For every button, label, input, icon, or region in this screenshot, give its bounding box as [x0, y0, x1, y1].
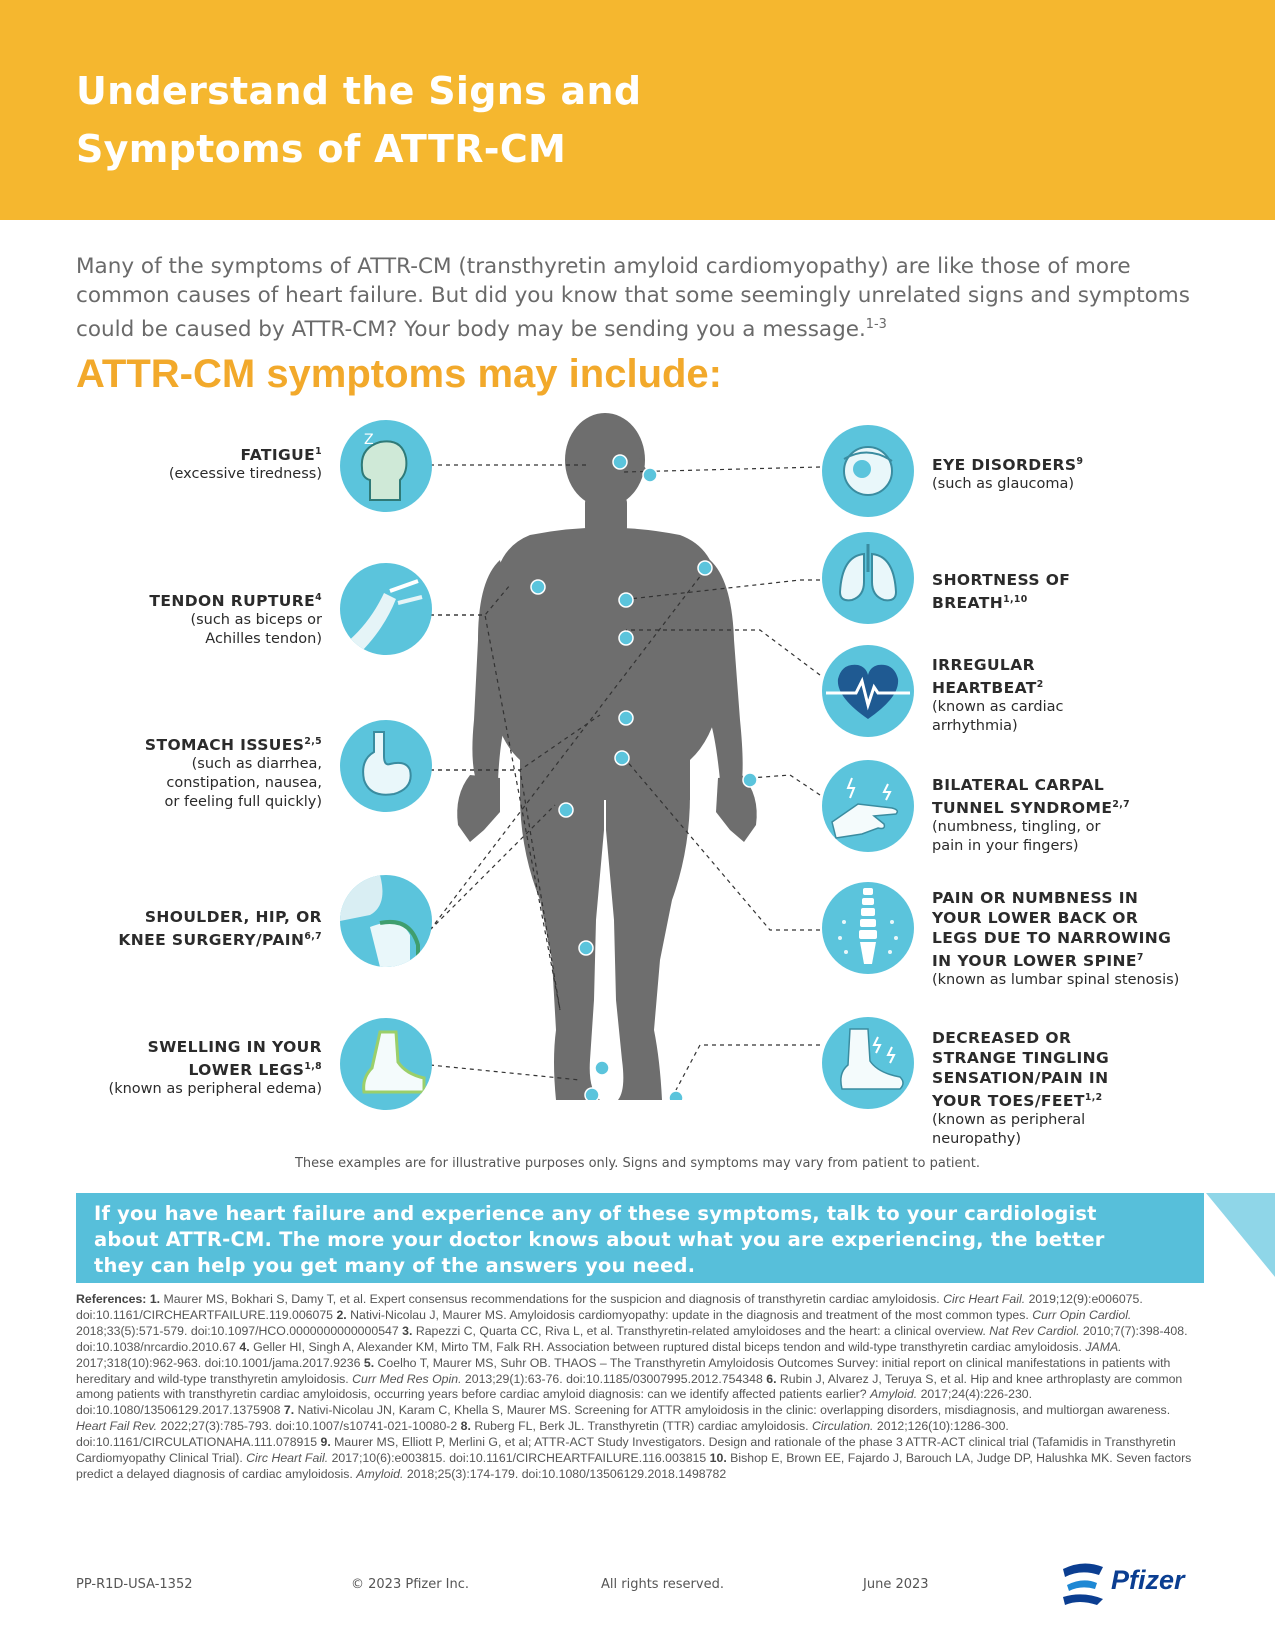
symptom-title: EYE DISORDERS	[932, 456, 1077, 475]
knee-joint-icon	[340, 875, 432, 967]
symptom-breath	[932, 570, 1232, 613]
symptom-stomach	[62, 732, 322, 812]
cta-accent-shape	[1206, 1193, 1275, 1283]
symptom-title: DECREASED OR STRANGE TINGLING SENSATION/PAIN IN YOUR TOES/FEET	[932, 1029, 1110, 1111]
references-label: References:	[76, 1292, 147, 1306]
symptom-fatigue	[62, 442, 322, 484]
swollen-foot-icon	[340, 1018, 432, 1110]
reference-6: 6. Rubin J, Alvarez J, Teruya S, et al. Hip and knee arthroplasty are common among patients with transthyretin cardiac amyloidosis, occurring years before cardiac amyloid diagnosis: can we identify affected patients earlier? Amyloid. 2017;24(4):226-230. doi:10.1080/13506129.2017.1375908	[76, 1371, 1183, 1418]
symptom-swelling	[22, 1037, 322, 1099]
lungs-icon	[822, 532, 914, 624]
reference-1: 1. Maurer MS, Bokhari S, Damy T, et al. Expert consensus recommendations for the suspicion and diagnosis of transthyretin cardiac amyloidosis. Circ Heart Fail. 2019;12(9):e006075. doi:10.1161/CIRCHEARTFAILURE.119.006075	[76, 1292, 1143, 1322]
symptom-ref: 1,10	[1003, 594, 1028, 605]
symptom-desc: (such as diarrhea, constipation, nausea, or feeling full quickly)	[164, 756, 322, 811]
disclaimer: These examples are for illustrative purposes only. Signs and symptoms may vary from patient to patient.	[294, 1156, 980, 1171]
symptom-title: SHORTNESS OF BREATH	[932, 571, 1071, 613]
reference-10: 10. Bishop E, Brown EE, Fajardo J, Barouch LA, Judge DP, Halushka MK. Seven factors predict a delayed diagnosis of cardiac amyloidosis. Amyloid. 2018;25(3):174-179. doi:10.1080/13506129.2018.1498782	[76, 1451, 1192, 1481]
cta-text: If you have heart failure and experience any of these symptoms, talk to your cardiologist about ATTR-CM. The more your doctor knows about what you are experiencing, the better they can help you get many of the answers you need.	[94, 1202, 1105, 1277]
symptom-title: IRREGULAR HEARTBEAT	[932, 656, 1037, 698]
symptom-spine	[932, 888, 1252, 990]
symptom-ref: 6,7	[304, 931, 322, 942]
head-sleep-icon	[340, 420, 432, 512]
symptom-desc: (known as peripheral neuropathy)	[932, 1112, 1086, 1148]
symptom-desc: (such as biceps or Achilles tendon)	[190, 612, 322, 648]
stomach-icon	[340, 720, 432, 812]
symptom-title: BILATERAL CARPAL TUNNEL SYNDROME	[932, 776, 1113, 818]
cta-banner	[76, 1193, 1204, 1283]
eye-icon	[822, 425, 914, 517]
symptoms-heading: ATTR-CM symptoms may include:	[76, 352, 722, 396]
header-banner	[0, 0, 1275, 220]
symptom-title: STOMACH ISSUES	[144, 736, 305, 755]
pfizer-logo-text: Pfizer	[1111, 1565, 1185, 1595]
symptom-tendon	[62, 588, 322, 649]
page-title: Understand the Signs and Symptoms of ATTR-CM	[76, 69, 642, 171]
hand-icon	[822, 760, 914, 852]
reference-7: 7. Nativi-Nicolau JN, Karam C, Khella S, Maurer MS. Screening for ATTR amyloidosis in the clinic: overlapping disorders, misdiagnosis, and multiorgan awareness. Heart Fail Rev. 2022;27(3):785-793. doi:10.1007/s10741-021-10080-2	[76, 1403, 1171, 1434]
footer-date: June 2023	[863, 1577, 929, 1592]
symptom-ref: 9	[1076, 456, 1084, 467]
symptom-ref: 1,2	[1084, 1092, 1103, 1103]
symptom-joint	[22, 907, 322, 950]
foot-tingle-icon	[822, 1017, 914, 1109]
reference-8: 8. Ruberg FL, Berk JL. Transthyretin (TTR) cardiac amyloidosis. Circulation. 2012;126(10):1286-300. doi:10.1161/CIRCULATIONAHA.111.078915	[76, 1419, 1009, 1450]
symptom-desc: (such as glaucoma)	[932, 476, 1075, 493]
symptom-ref: 1	[315, 446, 322, 457]
footer-copyright: © 2023 Pfizer Inc.	[351, 1577, 470, 1592]
symptom-title: PAIN OR NUMBNESS IN YOUR LOWER BACK OR LEGS DUE TO NARROWING IN YOUR LOWER SPINE	[932, 889, 1172, 971]
reference-5: 5. Coelho T, Maurer MS, Suhr OB. THAOS – The Transthyretin Amyloidosis Outcomes Survey: initial report on clinical manifestations in patients with hereditary and wild-type transthyretin amyloidosis. Curr Med Res Opin. 2013;29(1):63-76. doi:10.1185/03007995.2012.754348	[76, 1355, 1171, 1386]
intro-ref: 1-3	[865, 317, 887, 332]
intro-paragraph	[76, 252, 1216, 344]
symptom-ref: 7	[1136, 952, 1144, 963]
symptom-eye	[932, 452, 1232, 494]
symptom-carpal	[932, 775, 1232, 856]
symptom-neuropathy	[932, 1028, 1252, 1149]
symptom-title: TENDON RUPTURE	[149, 592, 316, 611]
symptom-title: SWELLING IN YOUR LOWER LEGS	[147, 1038, 322, 1080]
symptom-title: FATIGUE	[240, 446, 316, 465]
symptom-ref: 4	[315, 592, 322, 603]
reference-4: 4. Geller HI, Singh A, Alexander KM, Mirto TM, Falk RH. Association between ruptured distal biceps tendon and wild-type transthyretin cardiac amyloidosis. JAMA. 2017;318(10):962-963. doi:10.1001/jama.2017.9236	[76, 1339, 1122, 1370]
footer	[76, 1577, 1206, 1617]
symptom-desc: (numbness, tingling, or pain in your fingers)	[932, 819, 1101, 855]
svg-text:Z: Z	[364, 432, 374, 448]
symptom-desc: (known as cardiac arrhythmia)	[932, 699, 1064, 735]
symptom-ref: 2,7	[1112, 799, 1130, 810]
reference-3: 3. Rapezzi C, Quarta CC, Riva L, et al. Transthyretin-related amyloidoses and the heart: a clinical overview. Nat Rev Cardiol. 2010;7(7):398-408. doi:10.1038/nrcardio.2010.67	[76, 1323, 1188, 1354]
footer-code: PP-R1D-USA-1352	[76, 1577, 193, 1592]
symptom-desc: (known as lumbar spinal stenosis)	[932, 972, 1180, 989]
symptom-ref: 2	[1036, 679, 1044, 690]
symptom-heartbeat	[932, 655, 1232, 736]
footer-rights: All rights reserved.	[601, 1577, 724, 1592]
pfizer-logo	[1057, 1557, 1207, 1609]
reference-2: 2. Nativi-Nicolau J, Maurer MS. Amyloidosis cardiomyopathy: update in the diagnosis and treatment of the most common types. Curr Opin Cardiol. 2018;33(5):571-579. doi:10.1097/HCO.0000000000000547	[76, 1307, 1132, 1338]
spine-icon	[822, 882, 914, 974]
heart-pulse-icon	[822, 645, 914, 737]
symptom-ref: 1,8	[304, 1061, 322, 1072]
symptom-desc: (excessive tiredness)	[168, 466, 322, 483]
symptom-desc: (known as peripheral edema)	[108, 1081, 322, 1098]
human-silhouette	[457, 413, 757, 1100]
reference-9: 9. Maurer MS, Elliott P, Merlini G, et al; ATTR-ACT Study Investigators. Design and rationale of the phase 3 ATTR-ACT clinical trial (Tafamidis in Transthyretin Cardiomyopathy Clinical Trial). Circ Heart Fail. 2017;10(6):e003815. doi:10.1161/CIRCHEARTFAILURE.116.003815	[76, 1435, 1176, 1466]
references	[76, 1292, 1202, 1483]
symptom-title: SHOULDER, HIP, OR KNEE SURGERY/PAIN	[118, 908, 322, 950]
tendon-icon	[340, 563, 432, 655]
intro-text: Many of the symptoms of ATTR-CM (transthyretin amyloid cardiomyopathy) are like those of more common causes of heart failure. But did you know that some seemingly unrelated signs and symptoms could be caused by ATTR-CM? Your body may be sending you a message.	[76, 254, 1190, 343]
symptom-ref: 2,5	[304, 736, 322, 747]
pfizer-logo-icon	[1057, 1557, 1109, 1609]
